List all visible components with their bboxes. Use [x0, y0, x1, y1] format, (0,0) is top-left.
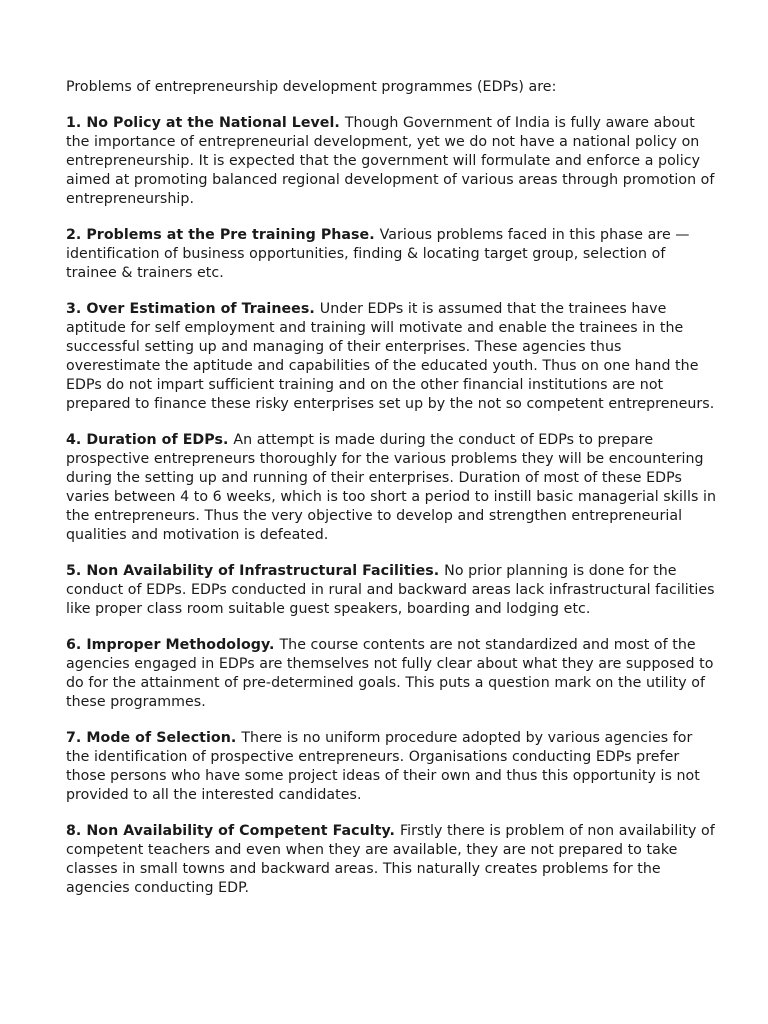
- document-page: [66, 78, 716, 915]
- problem-body: There is no uniform procedure adopted by various agencies for the identification of prospective entrepreneurs. Organisations conducting EDPs prefer those persons who have some project ideas of their own and thus this opportunity is not provided to all the interested candidates.: [66, 730, 700, 803]
- problem-body: The course contents are not standardized and most of the agencies engaged in EDPs are themselves not fully clear about what they are supposed to do for the attainment of pre-determined goals. This puts a question mark on the utility of these programmes.: [66, 637, 714, 710]
- problem-body: Firstly there is problem of non availability of competent teachers and even when they are available, they are not prepared to take classes in small towns and backward areas. This naturally creates problems for the agencies conducting EDP.: [66, 823, 715, 896]
- problem-item: [66, 431, 716, 545]
- problem-item: [66, 822, 716, 898]
- problem-heading: 2. Problems at the Pre training Phase.: [66, 227, 380, 243]
- problem-body: An attempt is made during the conduct of EDPs to prepare prospective entrepreneurs thoroughly for the various problems they will be encountering during the setting up and running of their enterprises. Duration of most of these EDPs varies between 4 to 6 weeks, which is too short a period to instill basic managerial skills in the entrepreneurs. Thus the very objective to develop and strengthen entrepreneurial qualities and motivation is defeated.: [66, 432, 717, 543]
- problem-body: Though Government of India is fully aware about the importance of entrepreneurial development, yet we do not have a national policy on entrepreneurship. It is expected that the government will formulate and enforce a policy aimed at promoting balanced regional development of various areas through promotion of entrepreneurship.: [66, 115, 715, 207]
- problem-item: [66, 729, 716, 805]
- problem-heading: 8. Non Availability of Competent Faculty.: [66, 823, 400, 839]
- problem-heading: 5. Non Availability of Infrastructural Facilities.: [66, 563, 445, 579]
- problem-body: No prior planning is done for the conduct of EDPs. EDPs conducted in rural and backward areas lack infrastructural facilities like proper class room suitable guest speakers, boarding and lodging etc.: [66, 563, 715, 617]
- problem-item: [66, 636, 716, 712]
- intro-text: Problems of entrepreneurship development programmes (EDPs) are:: [66, 79, 557, 95]
- problem-heading: 4. Duration of EDPs.: [66, 432, 234, 448]
- problem-item: [66, 300, 716, 414]
- problem-item: [66, 562, 716, 619]
- problem-item: [66, 114, 716, 209]
- problem-heading: 6. Improper Methodology.: [66, 637, 280, 653]
- problem-body: Under EDPs it is assumed that the trainees have aptitude for self employment and training will motivate and enable the trainees in the successful setting up and managing of their enterprises. These agencies thus overestimate the aptitude and capabilities of the educated youth. Thus on one hand the EDPs do not impart sufficient training and on the other financial institutions are not prepared to finance these risky enterprises set up by the not so competent entrepreneurs.: [66, 301, 715, 412]
- problem-body: Various problems faced in this phase are — identification of business opportunities, finding & locating target group, selection of trainee & trainers etc.: [66, 227, 690, 281]
- problem-heading: 3. Over Estimation of Trainees.: [66, 301, 320, 317]
- problem-heading: 7. Mode of Selection.: [66, 730, 242, 746]
- problem-item: [66, 226, 716, 283]
- problem-heading: 1. No Policy at the National Level.: [66, 115, 345, 131]
